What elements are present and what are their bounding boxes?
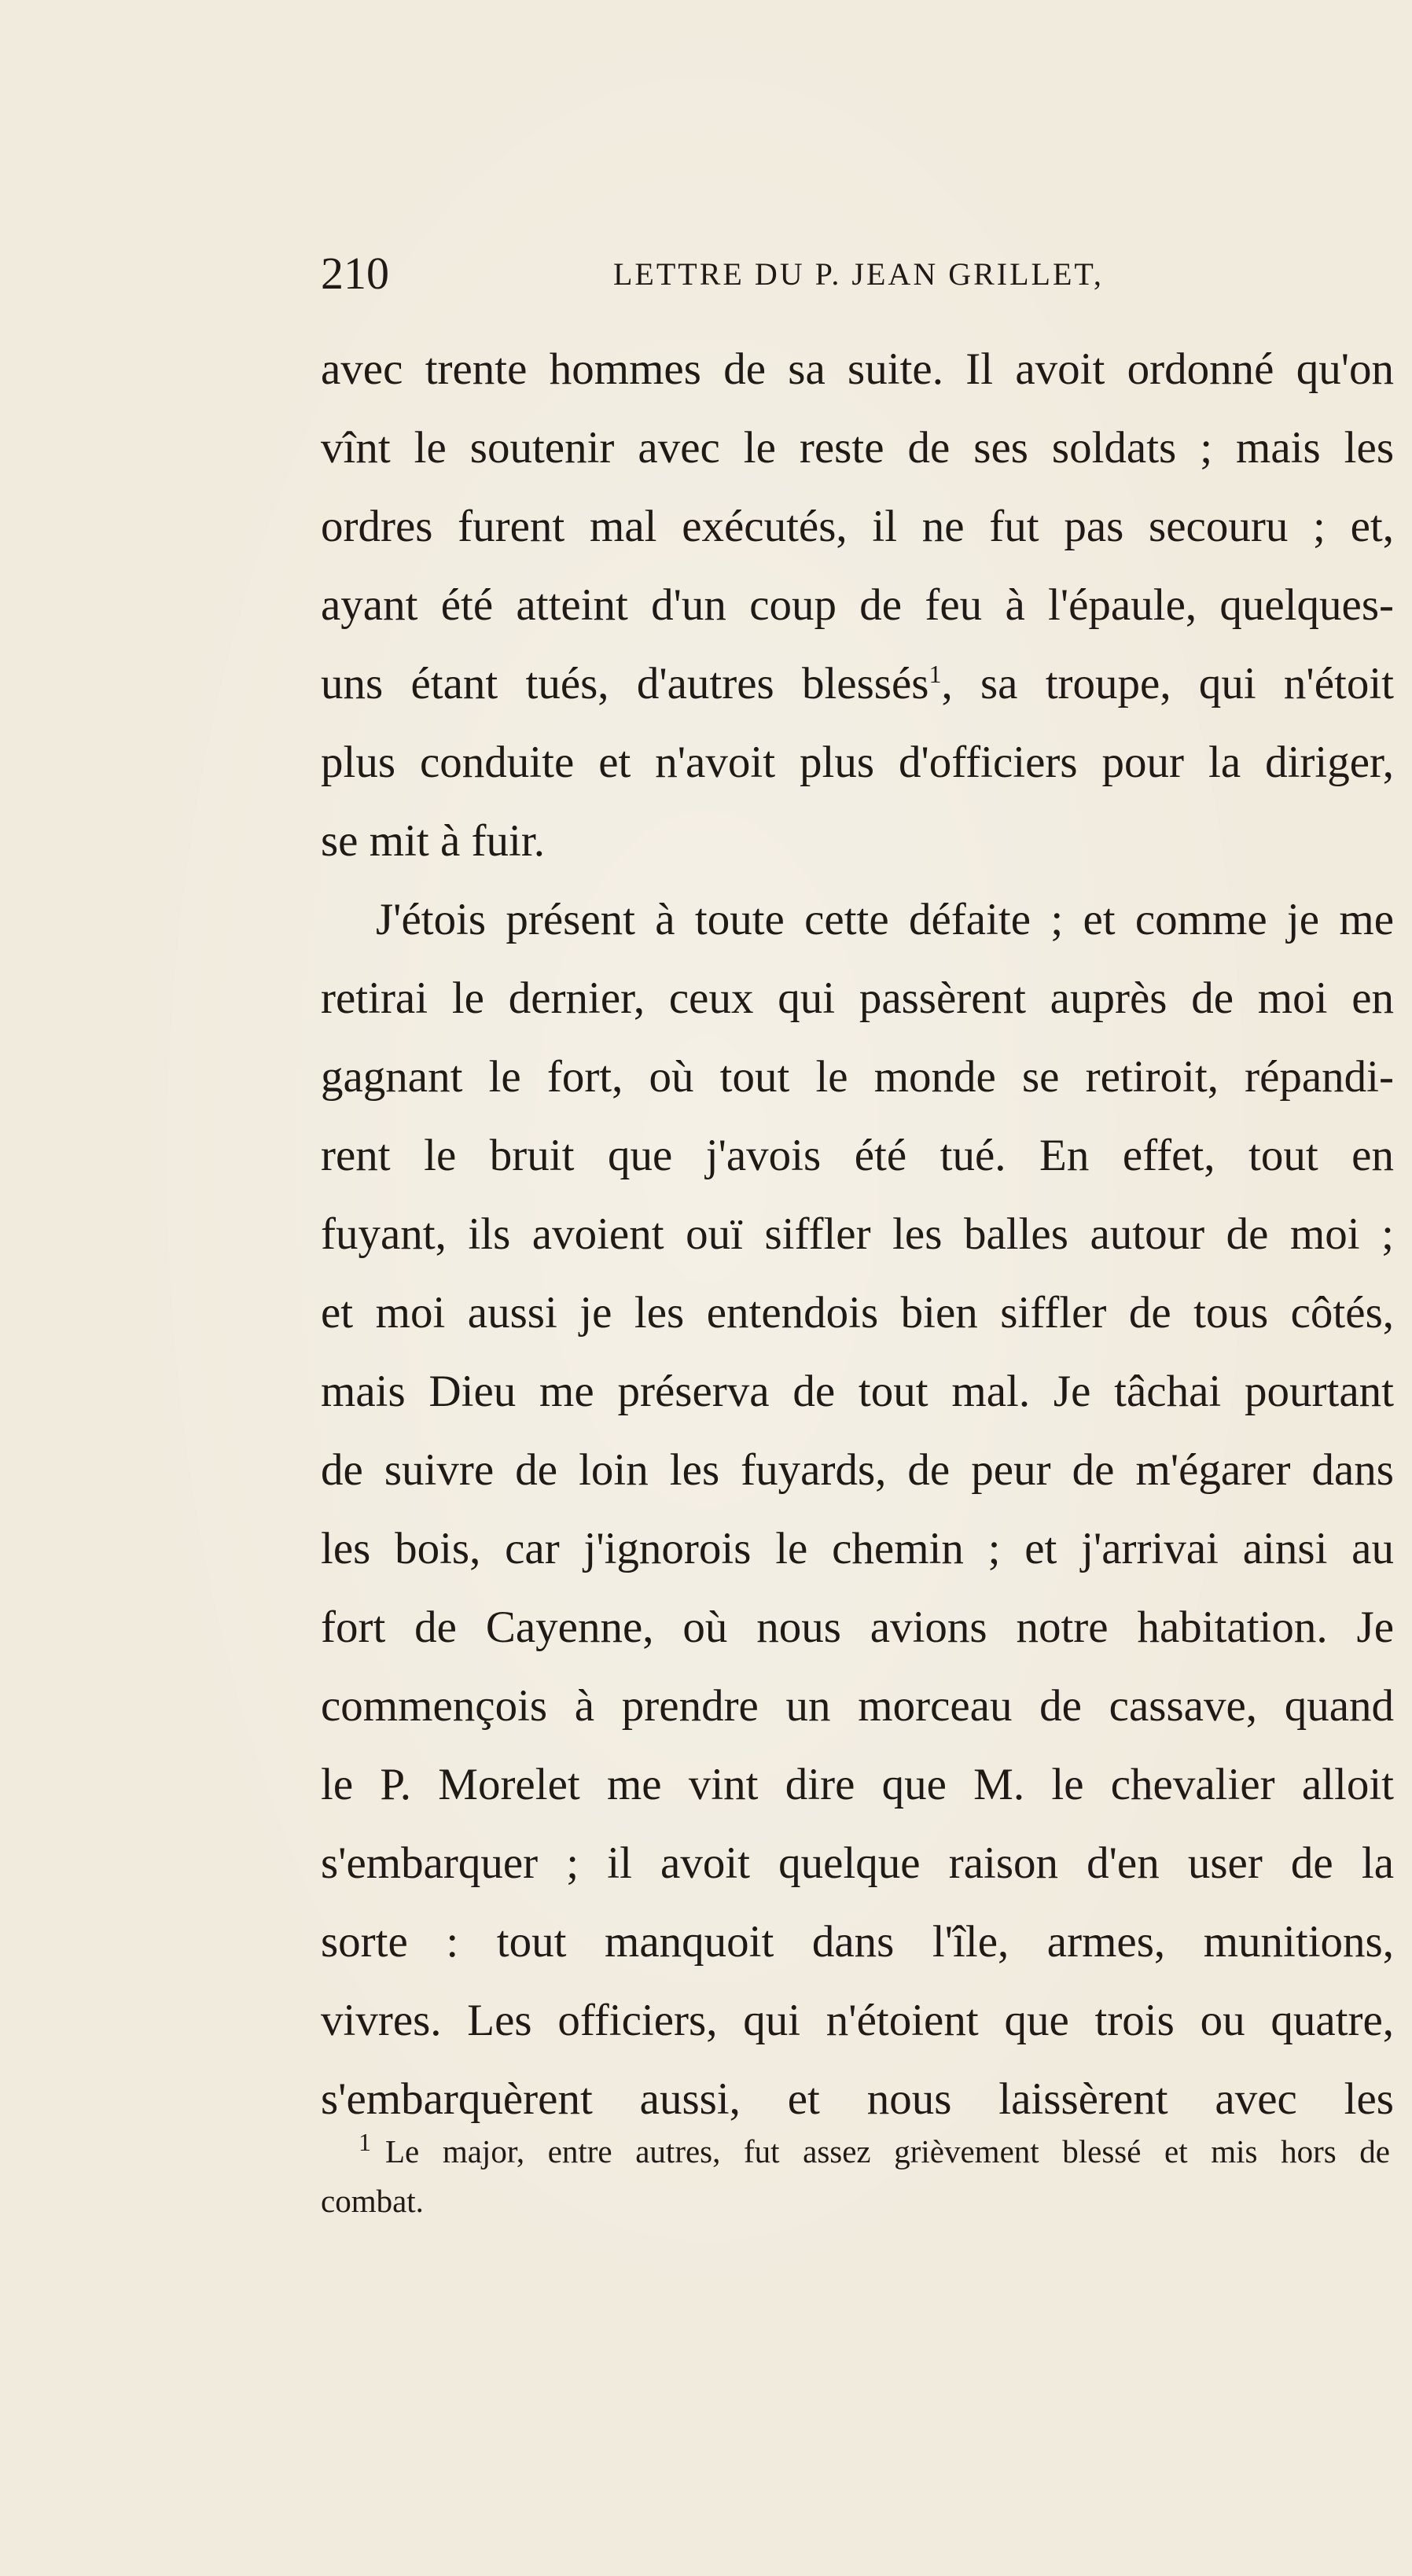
- text-segment: , sa troupe, qui n'étoit: [941, 659, 1395, 708]
- footnote-reference: 1: [928, 660, 942, 688]
- text-line: fuyant, ils avoient ouï siffler les balles autour de moi ;: [321, 1209, 1394, 1259]
- text-line: le P. Morelet me vint dire que M. le chevalier alloit: [321, 1760, 1394, 1809]
- footnote-text: Le major, entre autres, fut assez grièvement blessé et mis hors de: [385, 2133, 1390, 2169]
- text-segment: uns étant tués, d'autres blessés: [321, 659, 929, 708]
- text-line: vînt le soutenir avec le reste de ses soldats ; mais les: [321, 423, 1394, 473]
- footnote-line: [321, 2129, 1390, 2179]
- footnote-line: combat.: [321, 2183, 424, 2219]
- paragraph-start-line: J'étois présent à toute cette défaite ; et comme je me: [376, 895, 1394, 944]
- text-line: s'embarquèrent aussi, et nous laissèrent avec les: [321, 2074, 1394, 2124]
- text-line: vivres. Les officiers, qui n'étoient que trois ou quatre,: [321, 1996, 1394, 2045]
- page-header: [321, 250, 1138, 297]
- footnote: [321, 2129, 1390, 2228]
- text-line: ordres furent mal exécutés, il ne fut pas secouru ; et,: [321, 502, 1394, 551]
- text-line: gagnant le fort, où tout le monde se retiroit, répandi-: [321, 1052, 1394, 1102]
- text-line: fort de Cayenne, où nous avions notre habitation. Je: [321, 1603, 1394, 1652]
- page-number: 210: [321, 248, 389, 299]
- text-line: les bois, car j'ignorois le chemin ; et j'arrivai ainsi au: [321, 1524, 1394, 1573]
- text-line: mais Dieu me préserva de tout mal. Je tâchai pourtant: [321, 1367, 1394, 1416]
- text-line: commençois à prendre un morceau de cassave, quand: [321, 1681, 1394, 1731]
- body-text: [321, 336, 1394, 2144]
- text-line: ayant été atteint d'un coup de feu à l'épaule, quelques-: [321, 580, 1394, 630]
- paragraph-end-line: se mit à fuir.: [321, 816, 545, 866]
- text-line: et moi aussi je les entendois bien siffler de tous côtés,: [321, 1288, 1394, 1338]
- text-line: plus conduite et n'avoit plus d'officiers pour la diriger,: [321, 738, 1394, 787]
- running-head: LETTRE DU P. JEAN GRILLET,: [613, 256, 1104, 292]
- text-line-with-footnote-ref: [321, 650, 1394, 729]
- text-line: s'embarquer ; il avoit quelque raison d'en user de la: [321, 1838, 1394, 1888]
- text-line: avec trente hommes de sa suite. Il avoit ordonné qu'on: [321, 344, 1394, 394]
- text-line: de suivre de loin les fuyards, de peur de m'égarer dans: [321, 1445, 1394, 1495]
- text-line: sorte : tout manquoit dans l'île, armes, munitions,: [321, 1917, 1394, 1967]
- footnote-marker: 1: [359, 2128, 371, 2157]
- text-line: rent le bruit que j'avois été tué. En effet, tout en: [321, 1131, 1394, 1180]
- text-line: retirai le dernier, ceux qui passèrent auprès de moi en: [321, 973, 1394, 1023]
